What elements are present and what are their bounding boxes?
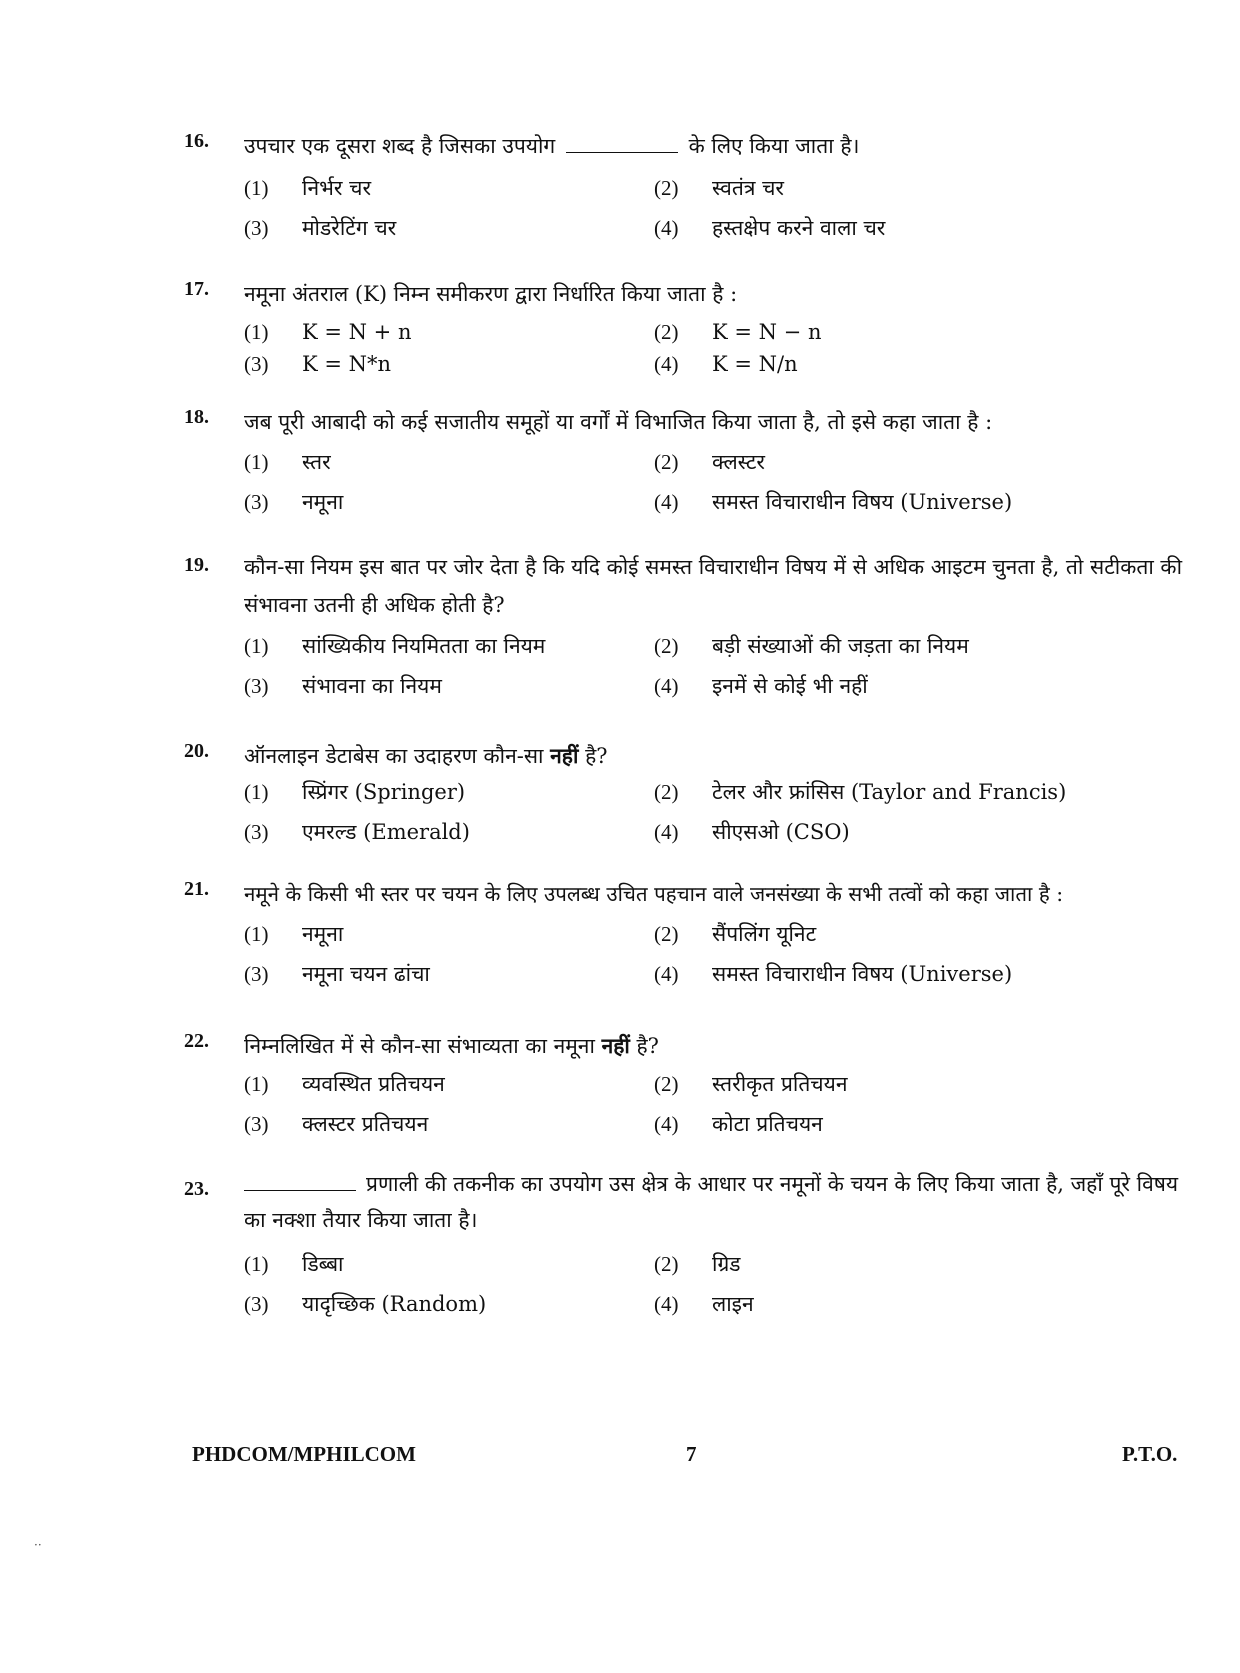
- option-3: (3) नमूना: [244, 490, 344, 514]
- option-3: (3) नमूना चयन ढांचा: [244, 962, 430, 986]
- question-text-after: है?: [585, 744, 608, 768]
- option-2: (2) सैंपलिंग यूनिट: [654, 922, 817, 946]
- question-number: 18.: [184, 406, 209, 428]
- option-3: (3) मोडरेटिंग चर: [244, 216, 397, 240]
- option-2: (2) ग्रिड: [654, 1252, 741, 1276]
- option-1: (1) डिब्बा: [244, 1252, 344, 1276]
- option-3: (3) क्लस्टर प्रतिचयन: [244, 1112, 429, 1136]
- question-number: 17.: [184, 278, 209, 300]
- question-text-before: ऑनलाइन डेटाबेस का उदाहरण कौन-सा: [244, 744, 544, 768]
- question-text: नमूने के किसी भी स्तर पर चयन के लिए उपलब्ध उचित पहचान वाले जनसंख्या के सभी तत्वों को कहा जाता है :: [244, 882, 1064, 906]
- emphasis-not: नहीं: [601, 1033, 630, 1058]
- option-3: (3) K = N*n: [244, 352, 392, 376]
- option-3: (3) एमरल्ड (Emerald): [244, 820, 470, 844]
- pto-label: P.T.O.: [1122, 1442, 1178, 1466]
- option-2: (2) स्वतंत्र चर: [654, 176, 785, 200]
- question-text: [244, 1024, 1184, 1068]
- question-text-before: उपचार एक दूसरा शब्द है जिसका उपयोग: [244, 134, 556, 158]
- option-4: (4) समस्त विचाराधीन विषय (Universe): [654, 962, 1013, 986]
- option-4: (4) सीएसओ (CSO): [654, 820, 850, 844]
- option-4: (4) इनमें से कोई भी नहीं: [654, 674, 868, 698]
- option-1: (1) K = N + n: [244, 320, 412, 344]
- question-text-after: है?: [636, 1034, 659, 1058]
- option-4: (4) हस्तक्षेप करने वाला चर: [654, 216, 886, 240]
- question-number: 22.: [184, 1030, 209, 1052]
- option-1: (1) व्यवस्थित प्रतिचयन: [244, 1072, 445, 1096]
- question-number: 19.: [184, 554, 209, 576]
- option-3: (3) यादृच्छिक (Random): [244, 1292, 487, 1316]
- option-4: (4) कोटा प्रतिचयन: [654, 1112, 823, 1136]
- question-number: 16.: [184, 130, 209, 152]
- question-text-before: निम्नलिखित में से कौन-सा संभाव्यता का नमूना: [244, 1034, 595, 1058]
- question-text: जब पूरी आबादी को कई सजातीय समूहों या वर्गों में विभाजित किया जाता है, तो इसे कहा जाता है :: [244, 410, 993, 434]
- emphasis-not: नहीं: [550, 743, 579, 768]
- paper-code: PHDCOM/MPHILCOM: [192, 1442, 416, 1466]
- question-text: [244, 124, 1184, 168]
- option-1: (1) निर्भर चर: [244, 176, 372, 200]
- option-4: (4) K = N/n: [654, 352, 798, 376]
- option-4: (4) समस्त विचाराधीन विषय (Universe): [654, 490, 1013, 514]
- page-number: 7: [686, 1442, 697, 1466]
- option-2: (2) टेलर और फ्रांसिस (Taylor and Francis): [654, 780, 1067, 804]
- question-text-after: के लिए किया जाता है।: [688, 134, 860, 158]
- fill-in-blank: [244, 1168, 356, 1191]
- fill-in-blank: [566, 130, 678, 153]
- option-4: (4) लाइन: [654, 1292, 754, 1316]
- option-1: (1) सांख्यिकीय नियमितता का नियम: [244, 634, 546, 658]
- option-2: (2) स्तरीकृत प्रतिचयन: [654, 1072, 848, 1096]
- question-text: कौन-सा नियम इस बात पर जोर देता है कि यदि कोई समस्त विचाराधीन विषय में से अधिक आइटम चुनता है, तो सटीकता की संभावना उतनी ही अधिक होती है?: [244, 555, 1183, 617]
- question-number: 23.: [184, 1178, 209, 1200]
- option-1: (1) स्प्रिंगर (Springer): [244, 780, 466, 804]
- question-text: [244, 1166, 1184, 1238]
- option-2: (2) बड़ी संख्याओं की जड़ता का नियम: [654, 634, 969, 658]
- question-text: नमूना अंतराल (K) निम्न समीकरण द्वारा निर्धारित किया जाता है :: [244, 282, 738, 306]
- option-1: (1) स्तर: [244, 450, 331, 474]
- scan-speck: ··: [34, 1538, 42, 1552]
- question-text-after: प्रणाली की तकनीक का उपयोग उस क्षेत्र के आधार पर नमूनों के चयन के लिए किया जाता है, जहाँ पूरे विषय का नक्शा तैयार किया जाता है।: [244, 1172, 1179, 1232]
- option-2: (2) K = N − n: [654, 320, 822, 344]
- question-number: 20.: [184, 740, 209, 762]
- option-1: (1) नमूना: [244, 922, 344, 946]
- option-2: (2) क्लस्टर: [654, 450, 766, 474]
- option-3: (3) संभावना का नियम: [244, 674, 442, 698]
- question-number: 21.: [184, 878, 209, 900]
